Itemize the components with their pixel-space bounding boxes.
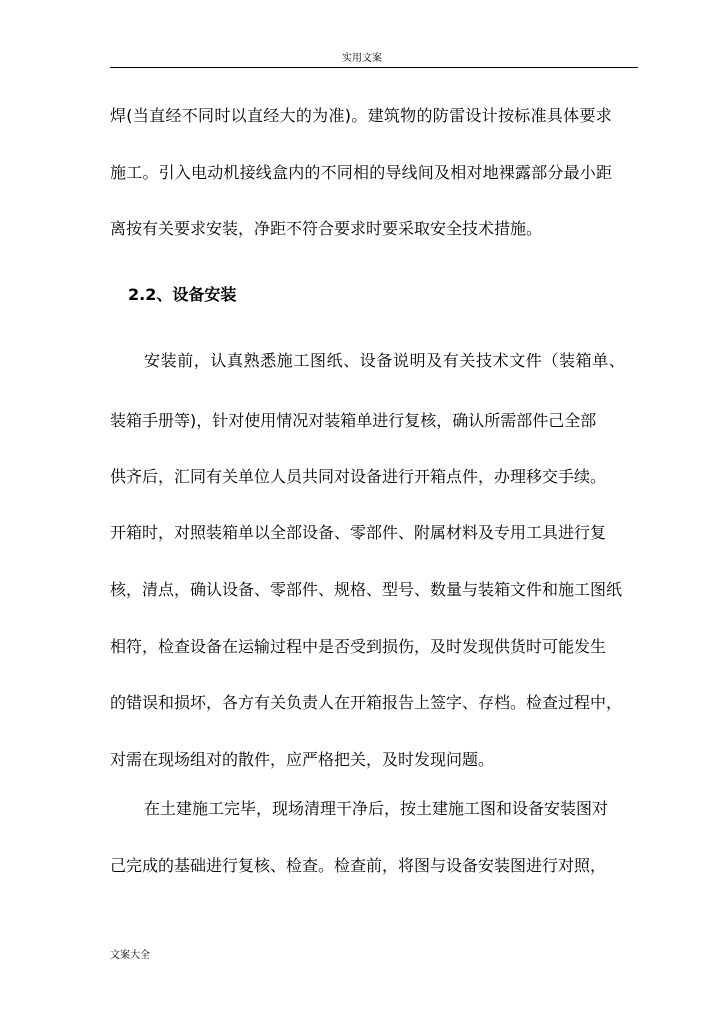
header-divider <box>110 67 638 68</box>
body-line-10: 相符，检查设备在运输过程中是否受到损伤，及时发现供货时可能发生 <box>110 637 607 656</box>
body-line-14: 己完成的基础进行复核、检查。检查前，将图与设备安装图进行对照， <box>110 856 607 875</box>
body-line-7: 供齐后，汇同有关单位人员共同对设备进行开箱点件，办理移交手续。 <box>110 467 607 486</box>
body-line-3: 离按有关要求安装，净距不符合要求时要采取安全技术措施。 <box>110 219 543 238</box>
body-line-8: 开箱时，对照装箱单以全部设备、零部件、附属材料及专用工具进行复 <box>110 523 607 542</box>
section-heading: 2.2、设备安装 <box>128 285 237 304</box>
page-footer-text: 文案大全 <box>110 950 150 961</box>
body-line-12: 对需在现场组对的散件，应严格把关，及时发现问题。 <box>110 750 495 769</box>
body-line-9: 核，清点，确认设备、零部件、规格、型号、数量与装箱文件和施工图纸 <box>110 580 623 599</box>
body-line-5: 安装前，认真熟悉施工图纸、设备说明及有关技术文件（装箱单、 <box>144 351 626 370</box>
body-line-13: 在土建施工完毕，现场清理干净后，按土建施工图和设备安装图对 <box>144 799 609 818</box>
page-header-title: 实用文案 <box>342 53 382 64</box>
body-line-1: 焊(当直经不同时以直经大的为准)。建筑物的防雷设计按标准具体要求 <box>110 106 613 125</box>
body-line-11: 的错误和损坏，各方有关负责人在开箱报告上签字、存档。检查过程中， <box>110 693 623 712</box>
body-line-6: 装箱手册等)，针对使用情况对装箱单进行复核，确认所需部件己全部 <box>110 411 597 430</box>
body-line-2: 施工。引入电动机接线盒内的不同相的导线间及相对地裸露部分最小距 <box>110 163 613 182</box>
